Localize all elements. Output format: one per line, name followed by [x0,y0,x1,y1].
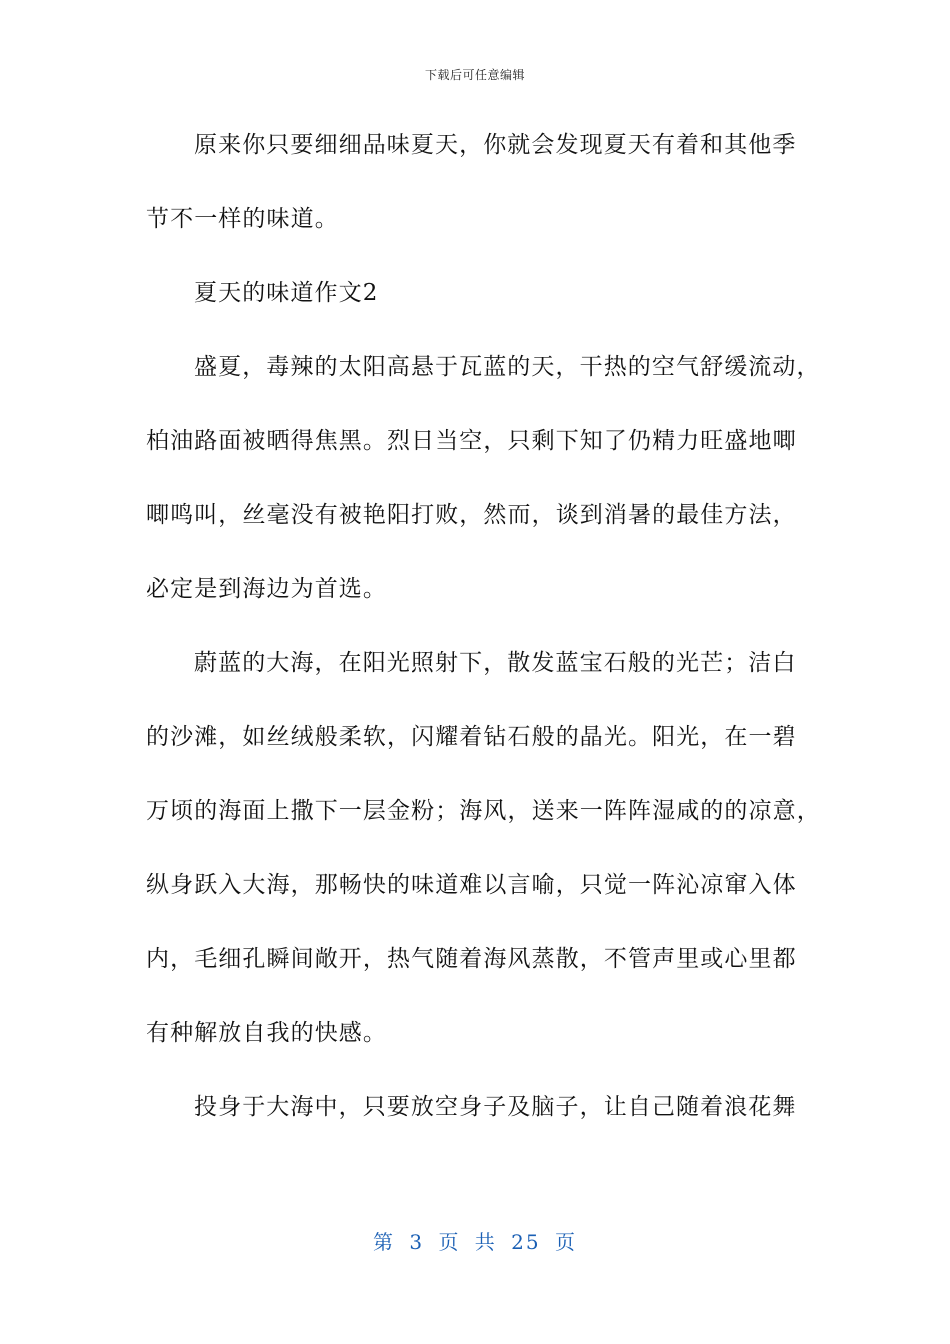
page-number-footer: 第 3 页 共 25 页 [373,1230,577,1254]
paragraph-line: 万顷的海面上撒下一层金粉；海风，送来一阵阵湿咸的的凉意， [146,798,821,824]
paragraph-line: 盛夏，毒辣的太阳高悬于瓦蓝的天，干热的空气舒缓流动， [194,354,821,380]
paragraph-line: 原来你只要细细品味夏天，你就会发现夏天有着和其他季 [194,132,797,158]
paragraph-line: 内，毛细孔瞬间敞开，热气随着海风蒸散，不管声里或心里都 [146,946,797,972]
paragraph-line: 柏油路面被晒得焦黑。烈日当空，只剩下知了仍精力旺盛地唧 [146,428,797,454]
paragraph-line: 节不一样的味道。 [146,206,339,232]
paragraph-line: 蔚蓝的大海，在阳光照射下，散发蓝宝石般的光芒；洁白 [194,650,797,676]
document-body [146,127,821,1163]
paragraph-line: 必定是到海边为首选。 [146,576,387,602]
paragraph-line: 纵身跃入大海，那畅快的味道难以言喻，只觉一阵沁凉窜入体 [146,872,797,898]
section-heading: 夏天的味道作文2 [194,280,379,306]
header-note: 下载后可任意编辑 [424,68,525,82]
paragraph-line: 的沙滩，如丝绒般柔软，闪耀着钻石般的晶光。阳光，在一碧 [146,724,797,750]
paragraph-line: 唧鸣叫，丝毫没有被艳阳打败，然而，谈到消暑的最佳方法， [146,502,797,528]
paragraph-line: 有种解放自我的快感。 [146,1020,387,1046]
paragraph-line: 投身于大海中，只要放空身子及脑子，让自己随着浪花舞 [194,1094,797,1120]
